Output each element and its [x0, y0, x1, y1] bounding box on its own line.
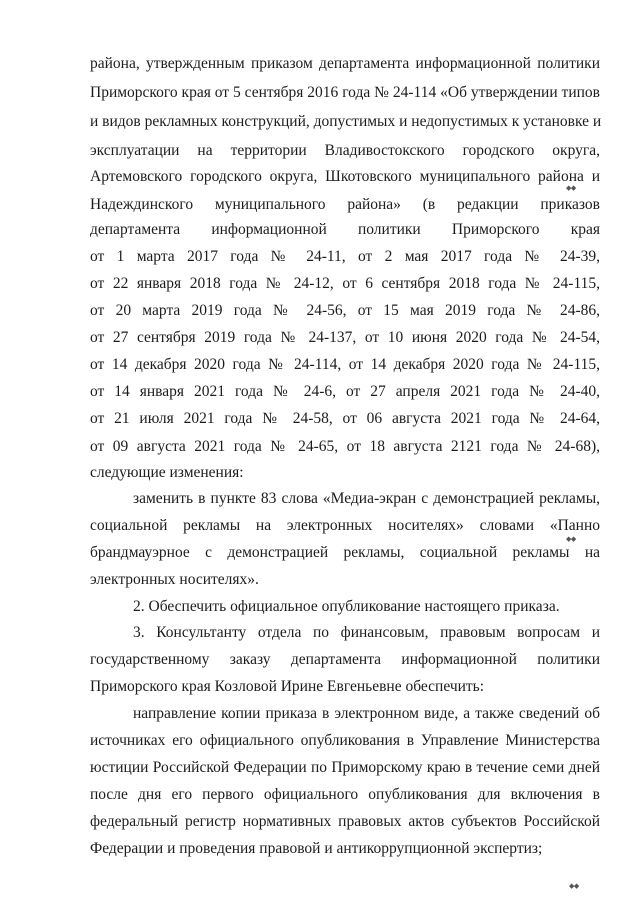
text-line: 3. Консультанту отдела по финансовым, правовым вопросам и [133, 624, 600, 641]
text-line: Федерации и проведения правовой и антикоррупционной экспертиз; [90, 840, 543, 857]
text-line: Приморского края Козловой Ирине Евгеньевне обеспечить: [90, 678, 485, 695]
text-line: от 09 августа 2021 года № 24-65, от 18 августа 2121 года № 24-68), [90, 438, 600, 455]
text-line: после дня его первого официального опубликования для включения в [90, 786, 600, 803]
text-line: от 14 января 2021 года № 24-6, от 27 апреля 2021 года № 24-40, [90, 383, 600, 400]
text-line: юстиции Российской Федерации по Приморскому краю в течение семи дней [90, 759, 600, 776]
scan-mark: ◆◆ [569, 882, 579, 890]
text-line: Надеждинского муниципального района» (в редакции приказов [90, 196, 600, 213]
text-line: от 27 сентября 2019 года № 24-137, от 10 июня 2020 года № 24-54, [90, 329, 600, 346]
text-line: от 1 марта 2017 года № 24-11, от 2 мая 2017 года № 24-39, [90, 248, 600, 265]
text-line: 2. Обеспечить официальное опубликование настоящего приказа. [133, 598, 560, 615]
text-line: эксплуатации на территории Владивостокского городского округа, [90, 142, 600, 159]
text-line: источниках его официального опубликования в Управление Министерства [90, 732, 600, 749]
text-line: Приморского края от 5 сентября 2016 года № 24-114 «Об утверждении типов [90, 84, 600, 101]
text-line: от 21 июля 2021 года № 24-58, от 06 августа 2021 года № 24-64, [90, 410, 600, 427]
text-line: государственному заказу департамента информационной политики [90, 651, 600, 668]
text-line: района, утвержденным приказом департамента информационной политики [90, 55, 600, 72]
text-line: от 22 января 2018 года № 24-12, от 6 сентября 2018 года № 24-115, [90, 275, 600, 292]
text-line: электронных носителях». [90, 571, 259, 588]
text-line: федеральный регистр нормативных правовых актов субъектов Российской [90, 813, 600, 830]
text-line: следующие изменения: [90, 464, 244, 481]
text-line: Артемовского городского округа, Шкотовского муниципального района и [90, 168, 600, 185]
text-line: направление копии приказа в электронном виде, а также сведений об [133, 705, 600, 722]
scan-mark: ◆◆ [566, 535, 576, 543]
text-line: от 20 марта 2019 года № 24-56, от 15 мая 2019 года № 24-86, [90, 302, 600, 319]
scan-mark: ◆◆ [566, 184, 576, 192]
text-line: департамента информационной политики Приморского края [90, 221, 600, 238]
text-line: брандмауэрное с демонстрацией рекламы, социальной рекламы на [90, 544, 600, 561]
text-line: заменить в пункте 83 слова «Медиа-экран с демонстрацией рекламы, [133, 490, 600, 507]
text-line: и видов рекламных конструкций, допустимых и недопустимых к установке и [90, 113, 602, 130]
text-line: от 14 декабря 2020 года № 24-114, от 14 декабря 2020 года № 24-115, [90, 356, 600, 373]
text-line: социальной рекламы на электронных носителях» словами «Панно [90, 517, 600, 534]
